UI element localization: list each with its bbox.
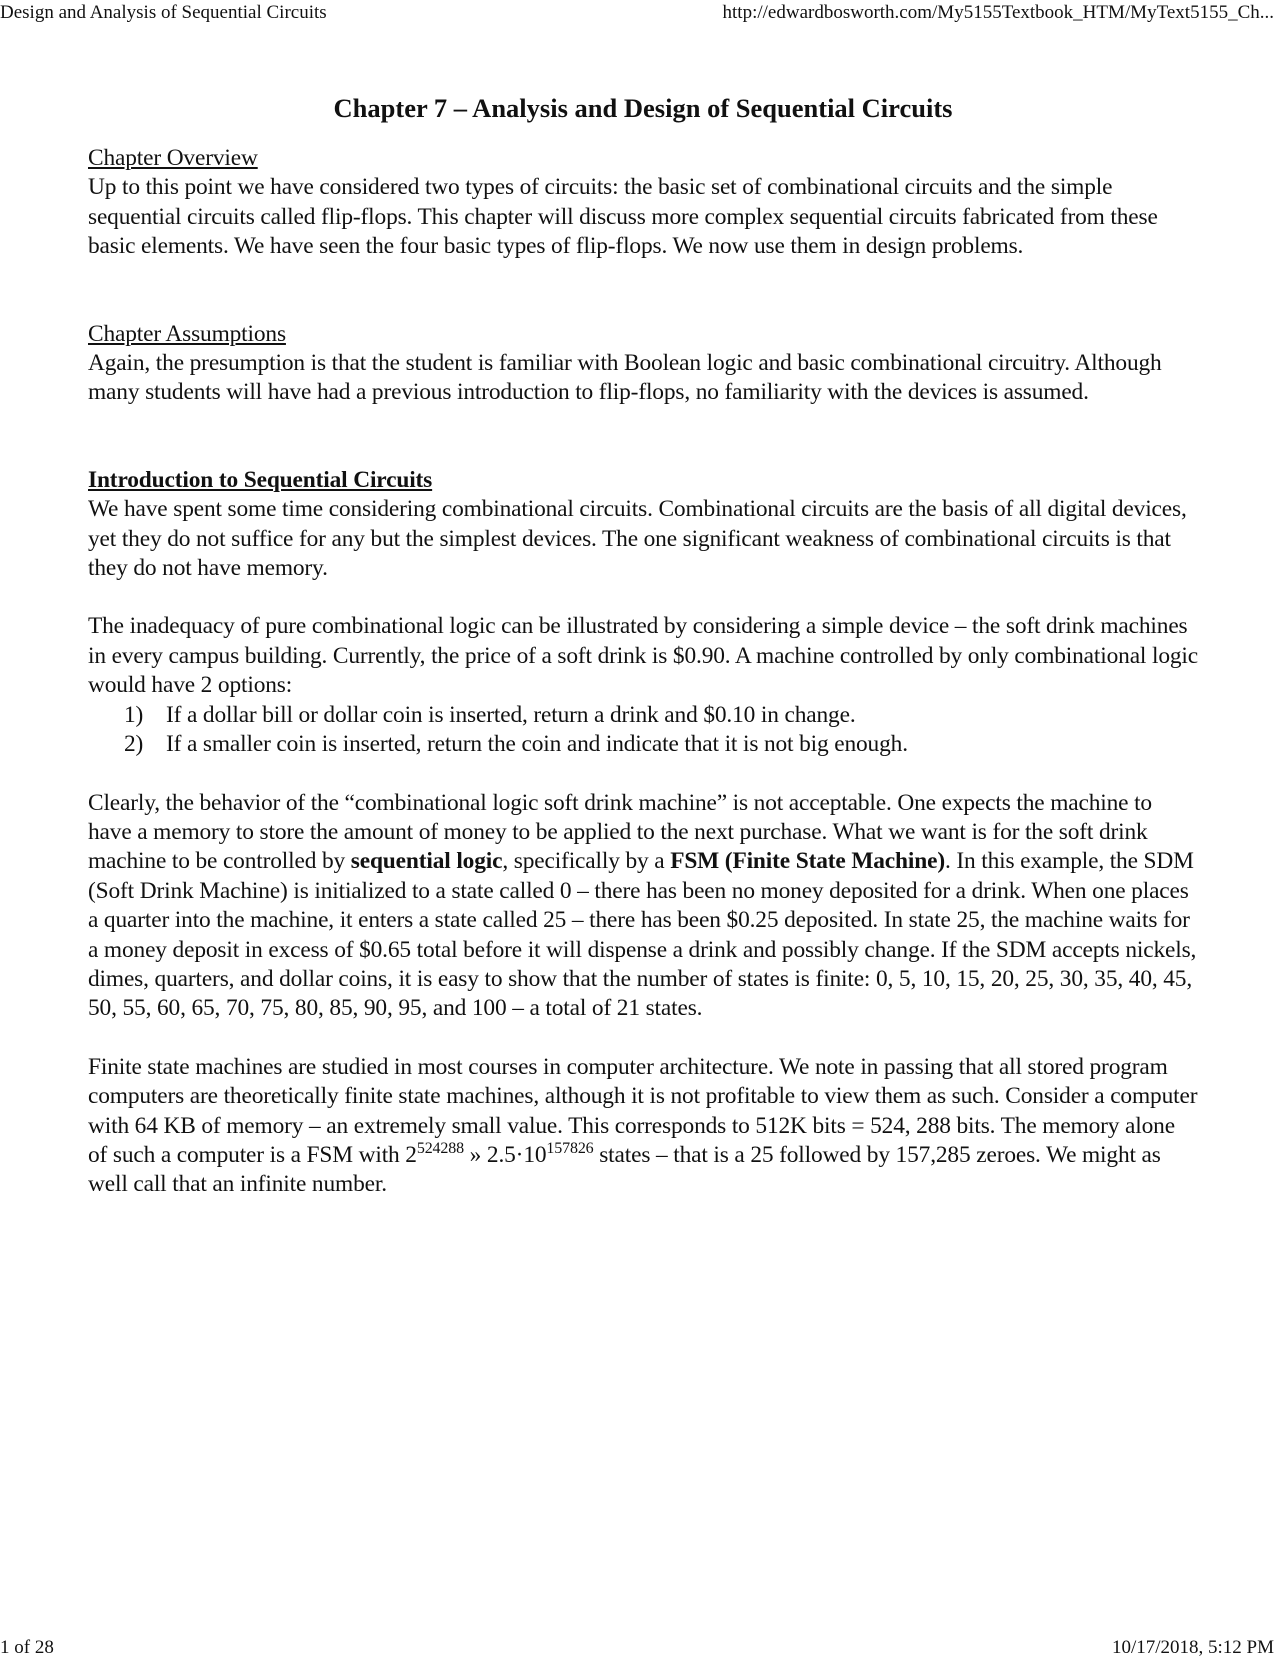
overview-text: Up to this point we have considered two types of circuits: the basic set of combinational circuits and the simple sequential circuits called flip-flops. This chapter will discuss more complex sequential circuits fabricated from these basic elements. We have seen the four basic types of flip-flops. We now use them in design problems. [88,174,1158,260]
exponent-1: 524288 [416,1139,464,1157]
exponent-2: 157826 [546,1139,594,1157]
options-list [88,701,1198,760]
overview-heading: Chapter Overview [88,145,258,171]
paragraph-text: Clearly, the behavior of the “combinational logic soft drink machine” is not acceptable. One expects the machine to have a memory to store the amount of money to be applied to the next purchase. What we want is for the soft drink machine to be controlled by [88,789,1152,875]
assumptions-text: Again, the presumption is that the student is familiar with Boolean logic and basic combinational circuitry. Although many students will have had a previous introduction to flip-flops, no familiarity with the devices is assumed. [88,350,1162,406]
intro-paragraph-3 [88,789,1198,1024]
list-item-text: If a smaller coin is inserted, return the coin and indicate that it is not big enough. [166,731,908,758]
paragraph-text: . In this example, the SDM (Soft Drink Machine) is initialized to a state called 0 – there has been no money deposited for a drink. When one places a quarter into the machine, it enters a state called 25 – there has been $0.25 deposited. In state 25, the machine waits for a money deposit in excess of $0.65 total before it will dispense a drink and possibly change. If the SDM accepts nickels, dimes, quarters, and dollar coins, it is easy to show that the number of states is finite: 0, 5, 10, 15, 20, 25, 30, 35, 40, 45, 50, 55, 60, 65, 70, 75, 80, 85, 90, 95, and 100 – a total of 21 states. [88,848,1197,1022]
paragraph-text: states – that is a 25 followed by 157,285 zeroes. We might as well call that an infinite number. [88,1141,1161,1198]
paragraph-text: , specifically by a [502,848,671,875]
list-item-text: If a dollar bill or dollar coin is inserted, return a drink and $0.10 in change. [166,701,856,728]
document-body [88,88,1198,1200]
intro-heading: Introduction to Sequential Circuits [88,466,433,493]
print-datetime: 10/17/2018, 5:12 PM [1111,1637,1274,1658]
list-item-number: 1) [124,701,144,728]
print-header-title: Design and Analysis of Sequential Circuits [0,2,327,23]
paragraph-text: Finite state machines are studied in most courses in computer architecture. We note in passing that all stored program computers are theoretically finite state machines, although it is not profitable to view them as such. Consider a computer with 64 KB of memory – an extremely small value. This corresponds to 512K bits = 524, 288 bits. The memory alone of such a computer is a FSM with 2 [88,1053,1198,1168]
term-fsm: FSM (Finite State Machine) [670,848,945,875]
chapter-title: Chapter 7 – Analysis and Design of Sequential Circuits [333,93,953,123]
intro-paragraph-2: The inadequacy of pure combinational logic can be illustrated by considering a simple device – the soft drink machines in every campus building. Currently, the price of a soft drink is $0.90. A machine controlled by only combinational logic would have 2 options: [88,613,1198,699]
assumptions-heading: Chapter Assumptions [88,320,286,347]
list-item [88,730,1198,759]
list-item [88,701,1198,730]
paragraph-text: » 2.5·10 [463,1141,547,1168]
print-header-url[interactable]: http://edwardbosworth.com/My5155Textbook_HTM/MyText5155_Ch... [722,2,1274,23]
list-item-number: 2) [124,731,144,758]
intro-paragraph-1: We have spent some time considering combinational circuits. Combinational circuits are the basis of all digital devices, yet they do not suffice for any but the simplest devices. The one significant weakness of combinational circuits is that they do not have memory. [88,496,1187,582]
page-number: 1 of 28 [0,1637,54,1658]
intro-paragraph-4 [88,1053,1198,1200]
term-sequential-logic: sequential logic [350,848,503,875]
